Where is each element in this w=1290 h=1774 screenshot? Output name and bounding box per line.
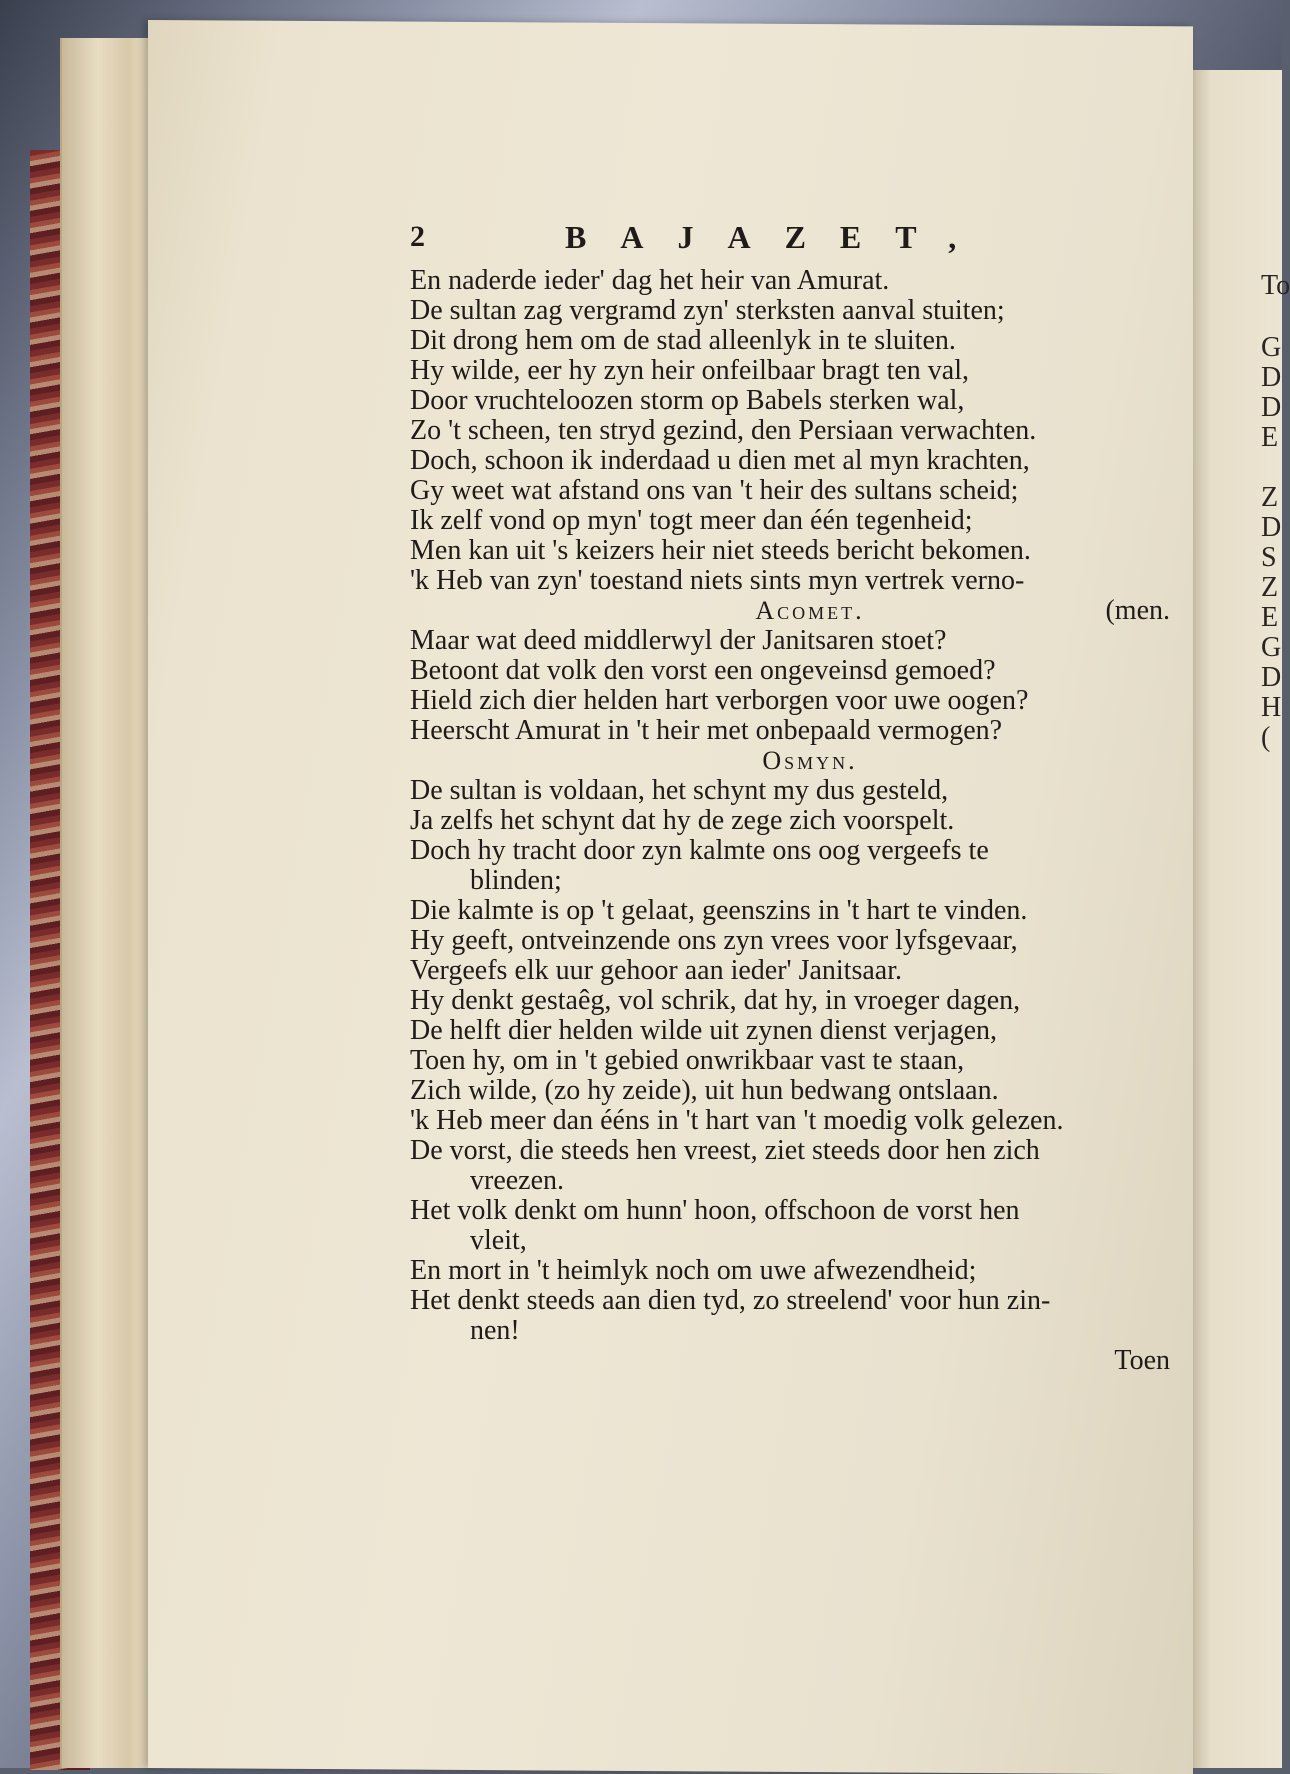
verse-line: Gy weet wat afstand ons van 't heir des sultans scheid; (410, 475, 1019, 506)
facing-fragment: Z (1261, 572, 1279, 603)
facing-fragment: ( (1261, 722, 1271, 753)
running-title: BAJAZET, (565, 219, 991, 255)
facing-fragment: D (1261, 362, 1282, 393)
verse-line: Hy denkt gestaêg, vol schrik, dat hy, in vroeger dagen, (410, 985, 1021, 1016)
verse-line: De vorst, die steeds hen vreest, ziet steeds door hen zich (410, 1135, 1040, 1166)
verse-line: vleit, (470, 1225, 527, 1256)
verse-line: Het volk denkt om hunn' hoon, offschoon de vorst hen (410, 1195, 1020, 1226)
turnover-text: (men. (1105, 595, 1170, 626)
facing-fragment: D (1261, 662, 1282, 693)
speaker-name: Osmyn. (762, 746, 858, 775)
page-text (410, 219, 1170, 1376)
verse-line: Men kan uit 's keizers heir niet steeds bericht bekomen. (410, 535, 1031, 566)
facing-fragment: H (1261, 692, 1282, 723)
verse-line: Dit drong hem om de stad alleenlyk in te sluiten. (410, 325, 956, 356)
facing-fragment: D (1261, 512, 1282, 543)
verse-line: Door vruchteloozen storm op Babels sterken wal, (410, 385, 965, 416)
verse-line: Doch, schoon ik inderdaad u dien met al myn krachten, (410, 445, 1030, 476)
verse-line: De sultan is voldaan, het schynt my dus gesteld, (410, 775, 949, 806)
verse-line: 'k Heb van zyn' toestand niets sints myn vertrek verno- (410, 565, 1025, 596)
verse-line: Maar wat deed middlerwyl der Janitsaren stoet? (410, 625, 947, 656)
verse-line: Die kalmte is op 't gelaat, geenszins in 't hart te vinden. (410, 895, 1028, 926)
facing-fragment: G (1261, 332, 1282, 363)
verse-line: De helft dier helden wilde uit zynen dienst verjagen, (410, 1015, 998, 1046)
facing-fragment: Z (1261, 482, 1279, 513)
verse-line: Zich wilde, (zo hy zeide), uit hun bedwang ontslaan. (410, 1075, 999, 1106)
verse-line: Vergeefs elk uur gehoor aan ieder' Janitsaar. (410, 955, 902, 986)
verse-block (410, 776, 1170, 1346)
verse-line: En naderde ieder' dag het heir van Amurat. (410, 265, 890, 296)
verse-line: Ik zelf vond op myn' togt meer dan één tegenheid; (410, 505, 973, 536)
verse-line: Hield zich dier helden hart verborgen voor uwe oogen? (410, 685, 1029, 716)
verse-line: Betoont dat volk den vorst een ongeveinsd gemoed? (410, 655, 996, 686)
verse-line: Zo 't scheen, ten stryd gezind, den Persiaan verwachten. (410, 415, 1037, 446)
speaker-name: Acomet. (755, 596, 865, 625)
speaker-line (410, 596, 1170, 626)
verse-line: En mort in 't heimlyk noch om uwe afwezendheid; (410, 1255, 977, 1286)
facing-fragment: D (1261, 392, 1282, 423)
facing-fragment: G (1261, 632, 1282, 663)
verse-line: Toen hy, om in 't gebied onwrikbaar vast te staan, (410, 1045, 965, 1076)
verse-line: vreezen. (470, 1165, 565, 1196)
verse-line: Het denkt steeds aan dien tyd, zo streelend' voor hun zin- (410, 1285, 1051, 1316)
page-number: 2 (410, 220, 425, 253)
verse-line: Doch hy tracht door zyn kalmte ons oog vergeefs te (410, 835, 989, 866)
running-head (410, 219, 1170, 266)
facing-fragment: S (1261, 542, 1277, 573)
verse-line: blinden; (470, 865, 562, 896)
verse-line: Ja zelfs het schynt dat hy de zege zich voorspelt. (410, 805, 955, 836)
verse-line: 'k Heb meer dan ééns in 't hart van 't moedig volk gelezen. (410, 1105, 1064, 1136)
verse-line: Heerscht Amurat in 't heir met onbepaald vermogen? (410, 715, 1003, 746)
catchword: Toen (1114, 1345, 1170, 1376)
verse-line: De sultan zag vergramd zyn' sterksten aanval stuiten; (410, 295, 1005, 326)
verse-line: nen! (470, 1315, 520, 1346)
facing-fragment: To (1261, 270, 1290, 301)
facing-page (1193, 70, 1290, 1768)
facing-fragment: E (1261, 602, 1279, 633)
facing-fragment: E (1261, 422, 1279, 453)
verse-line: Hy geeft, ontveinzende ons zyn vrees voor lyfsgevaar, (410, 925, 1018, 956)
verse-line: Hy wilde, eer hy zyn heir onfeilbaar bragt ten val, (410, 355, 970, 386)
